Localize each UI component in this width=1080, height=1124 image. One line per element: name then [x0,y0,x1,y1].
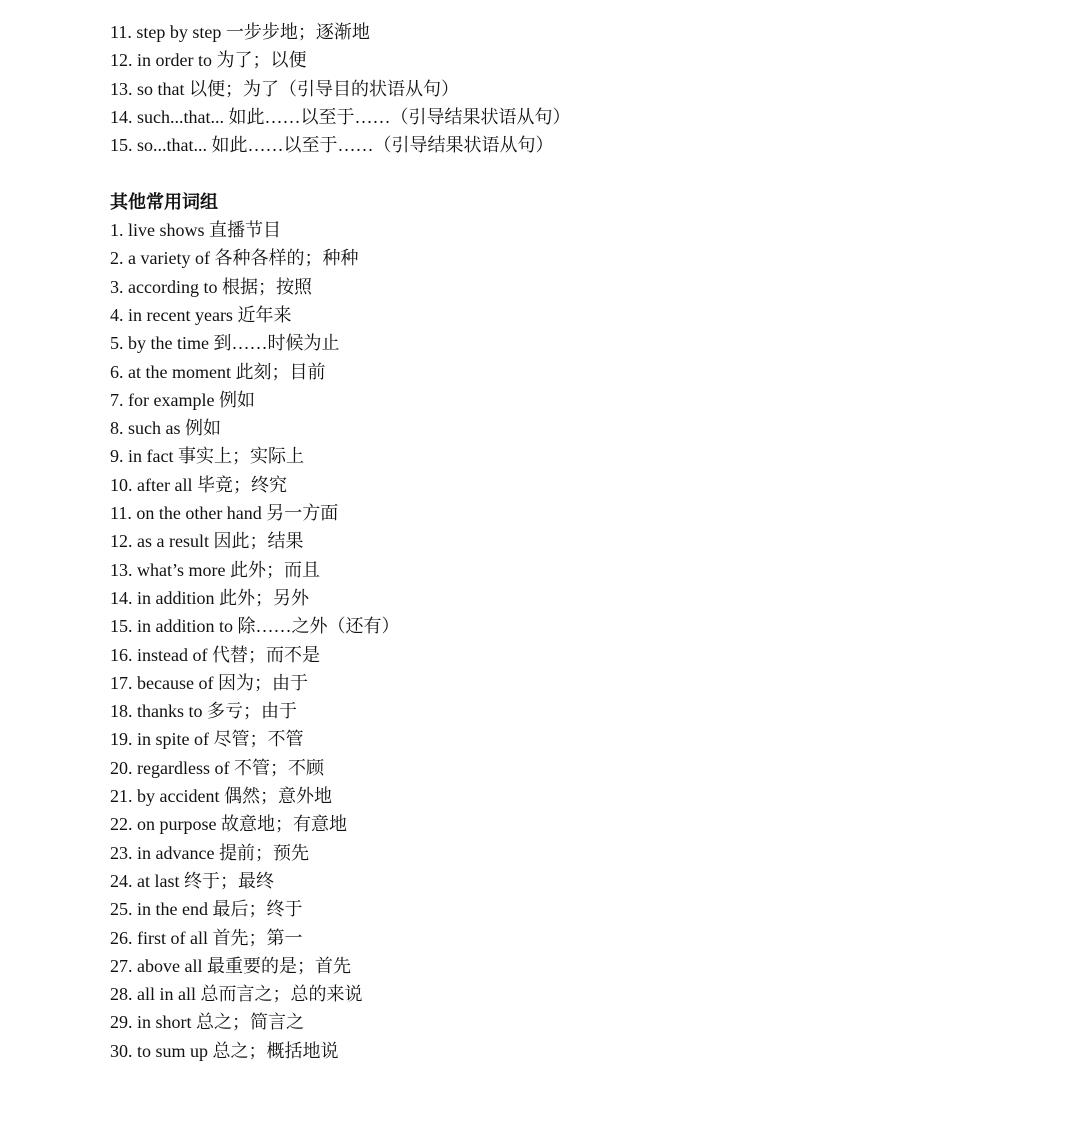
list-item: 13. so that 以便；为了（引导目的状语从句） [110,78,459,99]
list-item: 6. at the moment 此刻；目前 [110,361,326,382]
phrase-list-top [110,18,1050,159]
list-item: 29. in short 总之；简言之 [110,1012,305,1033]
section-heading: 其他常用词组 [110,191,218,212]
list-item: 15. so...that... 如此……以至于……（引导结果状语从句） [110,135,554,156]
list-item: 21. by accident 偶然；意外地 [110,786,332,807]
list-item: 14. in addition 此外；另外 [110,587,309,608]
list-item: 23. in advance 提前；预先 [110,842,309,863]
list-item: 20. regardless of 不管；不顾 [110,757,324,778]
list-item: 11. step by step 一步步地；逐渐地 [110,22,370,42]
list-item: 24. at last 终于；最终 [110,870,274,891]
section-spacer [110,159,1050,187]
list-item: 14. such...that... 如此……以至于……（引导结果状语从句） [110,106,571,127]
list-item: 4. in recent years 近年来 [110,304,292,325]
list-item: 16. instead of 代替；而不是 [110,644,320,665]
list-item: 2. a variety of 各种各样的；种种 [110,248,359,269]
list-item: 26. first of all 首先；第一 [110,927,303,948]
phrase-list-common [110,216,1050,1065]
list-item: 28. all in all 总而言之；总的来说 [110,984,363,1005]
list-item: 18. thanks to 多亏；由于 [110,701,297,722]
list-item: 9. in fact 事实上；实际上 [110,446,304,467]
list-item: 17. because of 因为；由于 [110,672,308,693]
list-item: 10. after all 毕竟；终究 [110,474,287,495]
list-item: 3. according to 根据；按照 [110,276,312,297]
list-item: 12. in order to 为了；以便 [110,50,307,71]
list-item: 19. in spite of 尽管；不管 [110,729,304,750]
list-item: 8. such as 例如 [110,418,221,439]
list-item: 27. above all 最重要的是；首先 [110,955,351,976]
list-item: 22. on purpose 故意地；有意地 [110,814,347,835]
list-item: 25. in the end 最后；终于 [110,899,303,920]
list-item: 30. to sum up 总之；概括地说 [110,1040,339,1061]
list-item: 7. for example 例如 [110,389,255,410]
list-item: 11. on the other hand 另一方面 [110,503,339,524]
list-item: 1. live shows 直播节目 [110,220,281,241]
list-item: 13. what’s more 此外；而且 [110,559,320,580]
list-item: 15. in addition to 除……之外（还有） [110,616,400,637]
list-item: 12. as a result 因此；结果 [110,531,304,552]
document-page [110,18,1050,1065]
list-item: 5. by the time 到……时候为止 [110,333,340,354]
